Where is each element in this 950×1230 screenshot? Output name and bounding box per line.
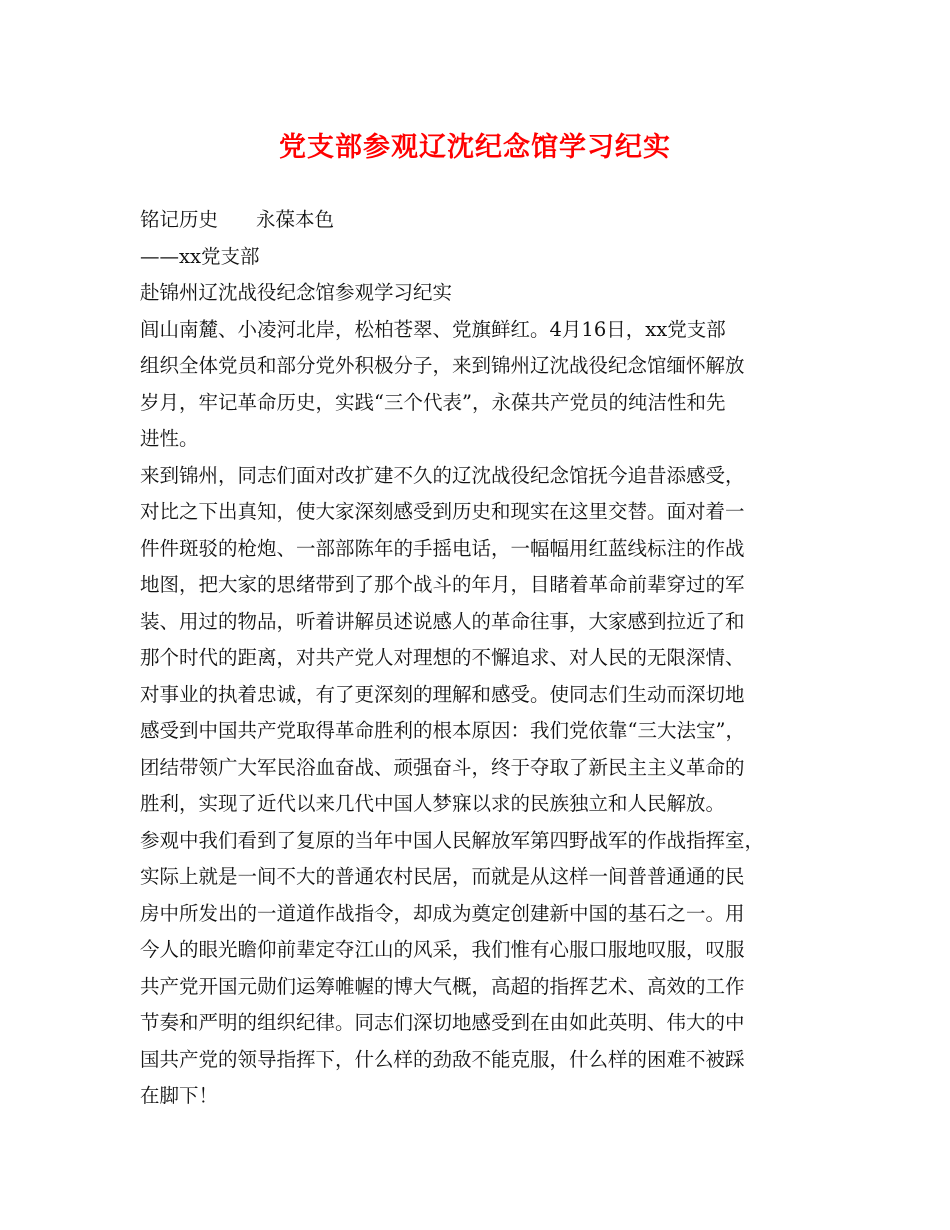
body-line: 实际上就是一间不大的普通农村民居，而就是从这样一间普普通通的民 bbox=[140, 865, 745, 888]
body-line: 节奏和严明的组织纪律。同志们深切地感受到在由如此英明、伟大的中 bbox=[140, 1011, 745, 1034]
byline: ——xx党支部 bbox=[140, 244, 260, 268]
body-line: 在脚下！ bbox=[140, 1084, 219, 1107]
body-line: 对比之下出真知，使大家深刻感受到历史和现实在这里交替。面对着一 bbox=[140, 500, 745, 523]
subtitle-left: 铭记历史 bbox=[140, 208, 219, 231]
body-line: 胜利，实现了近代以来几代中国人梦寐以求的民族独立和人民解放。 bbox=[140, 792, 726, 815]
body-line: 对事业的执着忠诚，有了更深刻的理解和感受。使同志们生动而深切地 bbox=[140, 682, 745, 706]
body-line: 今人的眼光瞻仰前辈定夺江山的风采，我们惟有心服口服地叹服，叹服 bbox=[140, 938, 745, 961]
body-line: 闾山南麓、小凌河北岸，松柏苍翠、党旗鲜红。4月16日，xx党支部 bbox=[140, 317, 726, 341]
body-line: 来到锦州，同志们面对改扩建不久的辽沈战役纪念馆抚今追昔添感受， bbox=[140, 463, 745, 487]
body-line: 件件斑驳的枪炮、一部部陈年的手摇电话，一幅幅用红蓝线标注的作战 bbox=[140, 536, 745, 560]
document-body bbox=[140, 202, 820, 1115]
body-line: 地图，把大家的思绪带到了那个战斗的年月，目睹着革命前辈穿过的军 bbox=[140, 573, 745, 596]
body-line: 房中所发出的一道道作战指令，却成为奠定创建新中国的基石之一。用 bbox=[140, 901, 745, 925]
body-line: 国共产党的领导指挥下，什么样的劲敌不能克服，什么样的困难不被踩 bbox=[140, 1047, 745, 1071]
section-heading: 赴锦州辽沈战役纪念馆参观学习纪实 bbox=[140, 281, 453, 304]
body-line: 组织全体党员和部分党外积极分子，来到锦州辽沈战役纪念馆缅怀解放 bbox=[140, 354, 745, 377]
body-line: 装、用过的物品，听着讲解员述说感人的革命往事，大家感到拉近了和 bbox=[140, 609, 745, 633]
subtitle-right: 永葆本色 bbox=[256, 208, 335, 231]
document-title: 党支部参观辽沈纪念馆学习纪实 bbox=[279, 132, 671, 163]
body-line: 岁月，牢记革命历史，实践“三个代表”，永葆共产党员的纯洁性和先 bbox=[140, 390, 726, 414]
body-line: 感受到中国共产党取得革命胜利的根本原因：我们党依靠“三大法宝”， bbox=[140, 719, 745, 742]
body-line: 那个时代的距离，对共产党人对理想的不懈追求、对人民的无限深情、 bbox=[140, 646, 745, 669]
body-line: 共产党开国元勋们运筹帷幄的博大气概，高超的指挥艺术、高效的工作 bbox=[140, 974, 745, 998]
body-line: 进性。 bbox=[140, 427, 199, 450]
body-line: 参观中我们看到了复原的当年中国人民解放军第四野战军的作战指挥室， bbox=[140, 828, 765, 852]
subtitle-line bbox=[140, 202, 820, 239]
body-line: 团结带领广大军民浴血奋战、顽强奋斗，终于夺取了新民主主义革命的 bbox=[140, 755, 745, 779]
